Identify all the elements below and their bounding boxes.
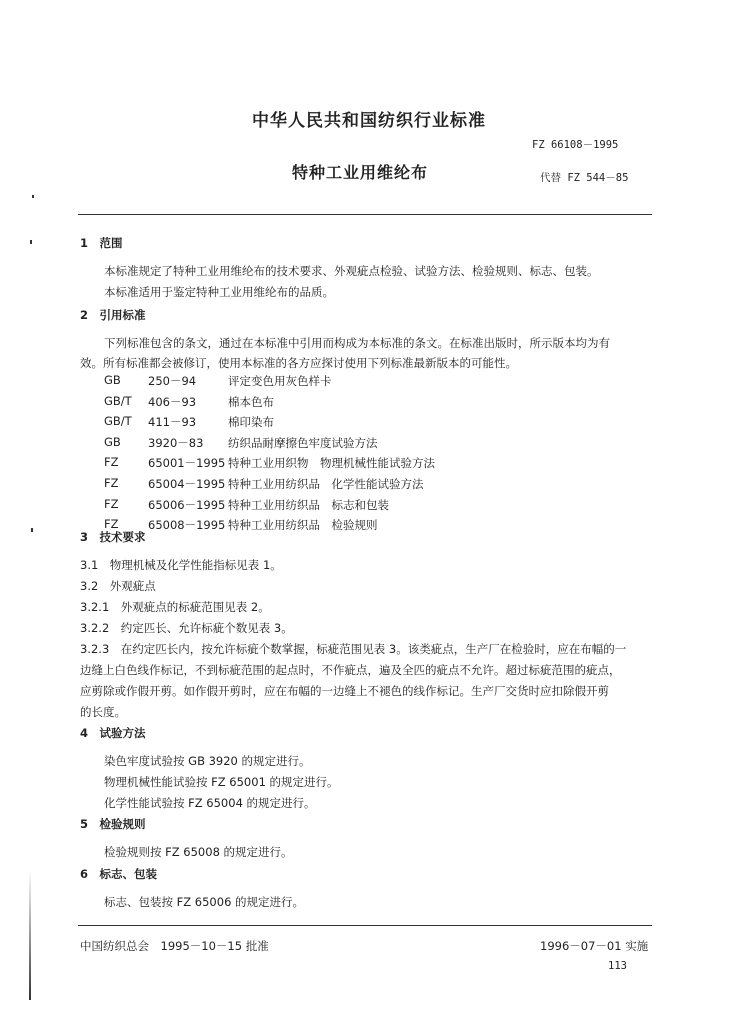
standard-category-title: 中华人民共和国纺织行业标准 [252, 111, 486, 131]
standard-prefix: FZ [104, 496, 119, 511]
standard-code: 3920－83 [148, 435, 204, 450]
scan-speck [32, 195, 34, 198]
standard-title: 纺织品耐摩擦色牢度试验方法 [228, 435, 378, 450]
section-5-line-1: 检验规则按 FZ 65008 的规定进行。 [104, 845, 293, 859]
clause-3-2: 3.2 外观疵点 [80, 579, 156, 593]
section-2-intro-line-1: 下列标准包含的条文，通过在本标准中引用而构成为本标准的条文。在标准出版时，所示版本均为有 [104, 336, 610, 350]
clause-3-2-3-line-3: 应剪除或作假开剪。如作假开剪时，应在布幅的一边缝上不褪色的线作标记。生产厂交货时应扣除假开剪 [80, 684, 609, 698]
standard-code: 65008－1995 [148, 518, 226, 533]
replaces-standard: 代替 FZ 544－85 [540, 172, 629, 184]
standard-code: 65004－1995 [148, 477, 226, 491]
standard-prefix: GB/T [104, 393, 132, 408]
standard-title: 评定变色用灰色样卡 [228, 374, 332, 388]
standard-code: 250－94 [148, 374, 197, 388]
header-divider [78, 214, 652, 215]
approval-info: 中国纺织总会 1995－10－15 批准 [80, 939, 269, 953]
standard-title: 特种工业用织物 物理机械性能试验方法 [228, 456, 435, 471]
section-4-heading: 4 试验方法 [80, 726, 146, 740]
clause-3-1: 3.1 物理机械及化学性能指标见表 1。 [80, 558, 282, 572]
page-number: 113 [608, 960, 627, 972]
standard-code: 411－93 [148, 415, 197, 430]
section-3-heading: 3 技术要求 [80, 530, 146, 544]
standard-prefix: GB [104, 434, 121, 449]
clause-3-2-3-line-2: 边缝上白色线作标记，不到标疵范围的起点时，不作疵点，遍及全匹的疵点不允许。超过标疵范围的疵点， [80, 663, 621, 677]
section-4-line-3: 化学性能试验按 FZ 65004 的规定进行。 [104, 796, 316, 810]
section-2-heading: 2 引用标准 [80, 308, 146, 322]
standard-prefix: GB [104, 373, 121, 387]
section-5-heading: 5 检验规则 [80, 817, 146, 831]
standard-number: FZ 66108－1995 [532, 139, 619, 151]
section-2-intro-line-2: 效。所有标准都会被修订，使用本标准的各方应探讨使用下列标准最新版本的可能性。 [80, 356, 517, 370]
footer-divider [78, 925, 652, 926]
standard-prefix: FZ [104, 517, 119, 532]
section-6-line-1: 标志、包装按 FZ 65006 的规定进行。 [104, 895, 305, 909]
standard-code: 65006－1995 [148, 497, 226, 512]
section-6-heading: 6 标志、包装 [80, 867, 158, 881]
standard-title: 特种工业用纺织品 化学性能试验方法 [228, 477, 424, 491]
clause-3-2-1: 3.2.1 外观疵点的标疵范围见表 2。 [80, 600, 270, 614]
clause-3-2-3-line-1: 3.2.3 在约定匹长内，按允许标疵个数掌握，标疵范围见表 3。该类疵点，生产厂在检验时，应在布幅的一 [80, 642, 627, 656]
standard-prefix: FZ [104, 455, 119, 470]
clause-3-2-2: 3.2.2 约定匹长、允许标疵个数见表 3。 [80, 621, 293, 635]
scan-speck [30, 240, 32, 244]
clause-3-2-3-line-4: 的长度。 [80, 705, 126, 719]
effective-date: 1996－07－01 实施 [540, 939, 649, 953]
standard-title: 特种工业用纺织品 检验规则 [228, 518, 378, 533]
standard-prefix: GB/T [104, 414, 132, 429]
section-1-paragraph-2: 本标准适用于鉴定特种工业用维纶布的品质。 [104, 285, 334, 299]
section-1-paragraph-1: 本标准规定了特种工业用维纶布的技术要求、外观疵点检验、试验方法、检验规则、标志、包装。 [104, 264, 599, 278]
scan-speck [31, 528, 33, 532]
standard-prefix: FZ [104, 476, 119, 490]
standard-title: 棉本色布 [228, 394, 274, 409]
standard-title: 棉印染布 [228, 415, 274, 430]
standard-code: 65001－1995 [148, 456, 226, 471]
standard-code: 406－93 [148, 394, 197, 409]
section-4-line-2: 物理机械性能试验按 FZ 65001 的规定进行。 [104, 775, 339, 789]
section-4-line-1: 染色牢度试验按 GB 3920 的规定进行。 [104, 754, 311, 768]
section-1-heading: 1 范围 [80, 236, 123, 250]
standard-title: 特种工业用纺织品 标志和包装 [228, 497, 389, 512]
document-title: 特种工业用维纶布 [292, 163, 429, 182]
scan-edge-mark [29, 870, 31, 1000]
